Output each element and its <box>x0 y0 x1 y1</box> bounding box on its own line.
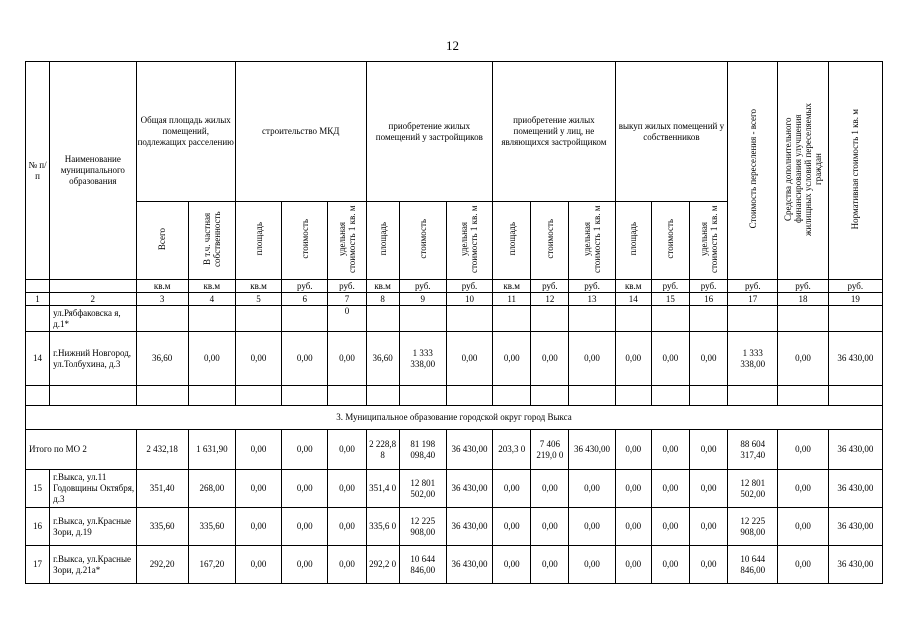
cell-value: 0,00 <box>235 332 281 386</box>
empty-row <box>26 386 883 406</box>
cell-value: 36 430,00 <box>569 430 615 470</box>
cell-value: 0,00 <box>328 470 366 508</box>
sub-cost: стоимость <box>665 219 676 259</box>
row-name: г.Нижний Новгород, ул.Толбухина, д.3 <box>50 332 136 386</box>
cell-value: 0,00 <box>615 332 651 386</box>
col-number: 18 <box>778 293 828 306</box>
row-name: г.Выкса, ул.Красные Зори, д.19 <box>50 508 136 546</box>
col-number: 7 <box>328 293 366 306</box>
cell-value: 0,00 <box>531 508 569 546</box>
cell-value: 10 644 846,00 <box>728 546 778 584</box>
cell-value: 0,00 <box>282 470 328 508</box>
cell-value: 0,00 <box>282 508 328 546</box>
col-number: 17 <box>728 293 778 306</box>
cell-value: 1 631,90 <box>188 430 235 470</box>
cell-value: 36 430,00 <box>828 332 882 386</box>
col-number: 2 <box>50 293 136 306</box>
header-total-area: Общая площадь жилых помещений, подлежащих расселению <box>136 62 235 202</box>
sub-area: площадь <box>506 222 517 256</box>
cell-value: 36 430,00 <box>446 508 492 546</box>
row-name: г.Выкса, ул.Красные Зори, д.21а* <box>50 546 136 584</box>
col-number: 9 <box>399 293 446 306</box>
cell-value: 0,00 <box>493 546 531 584</box>
cell-value: 0,00 <box>569 508 615 546</box>
unit-cell: руб. <box>328 280 366 293</box>
cell-value: 0,00 <box>689 508 727 546</box>
sub-area: площадь <box>377 222 388 256</box>
section-title: 3. Муниципальное образование городской округ город Выкса <box>26 406 883 430</box>
cell-value: 0,00 <box>569 546 615 584</box>
col-number: 11 <box>493 293 531 306</box>
cell-value: 36,60 <box>366 332 399 386</box>
resettlement-table <box>25 61 883 584</box>
table-row <box>26 306 883 332</box>
header-cost-total: Стоимость переселения - всего <box>747 109 758 229</box>
cell-value: 36 430,00 <box>446 470 492 508</box>
unit-cell: руб. <box>569 280 615 293</box>
table-row <box>26 508 883 546</box>
row-number: 15 <box>26 470 50 508</box>
cell-value: 292,2 0 <box>366 546 399 584</box>
cell-value: 36,60 <box>136 332 188 386</box>
col-number: 14 <box>615 293 651 306</box>
table-row <box>26 470 883 508</box>
cell-value: 0,00 <box>689 470 727 508</box>
col-number: 15 <box>651 293 689 306</box>
cell-value: 0,00 <box>328 508 366 546</box>
cell-value: 36 430,00 <box>828 546 882 584</box>
cell-value: 0,00 <box>188 332 235 386</box>
sub-cost: стоимость <box>299 219 310 259</box>
cell-value: 36 430,00 <box>446 430 492 470</box>
header-construction: строительство МКД <box>235 62 366 202</box>
cell-value: 0,00 <box>531 470 569 508</box>
cell-value: 167,20 <box>188 546 235 584</box>
row-name: г.Выкса, ул.11 Годовщины Октября, д.3 <box>50 470 136 508</box>
col-number: 4 <box>188 293 235 306</box>
unit-cell: кв.м <box>493 280 531 293</box>
cell-value: 12 225 908,00 <box>728 508 778 546</box>
table-row <box>26 546 883 584</box>
cell-value: 0,00 <box>651 508 689 546</box>
cell-value: 0,00 <box>235 430 281 470</box>
sub-area: площадь <box>628 222 639 256</box>
cell-value: 0,00 <box>235 508 281 546</box>
header-norm-cost: Нормативная стоимость 1 кв. м <box>850 108 861 230</box>
cell-value: 292,20 <box>136 546 188 584</box>
unit-cell: кв.м <box>188 280 235 293</box>
cell-value: 36 430,00 <box>446 546 492 584</box>
sub-unit-cost: удельная стоимость 1 кв. м <box>336 205 357 273</box>
cell-value: 12 225 908,00 <box>399 508 446 546</box>
cell-value: 2 432,18 <box>136 430 188 470</box>
total-row <box>26 430 883 470</box>
unit-cell: кв.м <box>235 280 281 293</box>
cell-value: 0,00 <box>651 430 689 470</box>
cell-value: 335,60 <box>188 508 235 546</box>
header-extra-funds: Средства дополнительного финансирования улучшения жилищных условий переселяемых граждан <box>783 102 824 236</box>
cell-value: 0,00 <box>651 546 689 584</box>
cell-value: 7 406 219,0 0 <box>531 430 569 470</box>
col-number: 1 <box>26 293 50 306</box>
unit-cell: кв.м <box>615 280 651 293</box>
cell-value: 36 430,00 <box>828 470 882 508</box>
table-row <box>26 332 883 386</box>
unit-cell: руб. <box>828 280 882 293</box>
total-label: Итого по МО 2 <box>26 430 137 470</box>
sub-unit-cost: удельная стоимость 1 кв. м <box>698 205 719 273</box>
cell-value: 0,00 <box>531 332 569 386</box>
col-number: 3 <box>136 293 188 306</box>
col-number: 16 <box>689 293 727 306</box>
cell-value: 0,00 <box>328 332 366 386</box>
row-number: 17 <box>26 546 50 584</box>
unit-cell: кв.м <box>136 280 188 293</box>
sub-private: В т.ч. частная собственность <box>201 211 222 267</box>
cell-value: 0,00 <box>531 546 569 584</box>
cell-value: 0,00 <box>615 508 651 546</box>
cell-value: 0,00 <box>615 470 651 508</box>
cell-value: 0,00 <box>235 546 281 584</box>
cell-value: 0,00 <box>689 546 727 584</box>
cell-value: 0,00 <box>689 430 727 470</box>
cell-value: 10 644 846,00 <box>399 546 446 584</box>
cell-value: 36 430,00 <box>828 430 882 470</box>
col-number: 8 <box>366 293 399 306</box>
cell-value: 0,00 <box>651 470 689 508</box>
cell-value: 12 801 502,00 <box>728 470 778 508</box>
cell-value: 12 801 502,00 <box>399 470 446 508</box>
col-numbers-row <box>26 293 883 306</box>
cell-value: 0 <box>328 306 366 332</box>
cell-value: 268,00 <box>188 470 235 508</box>
cell-value: 335,6 0 <box>366 508 399 546</box>
unit-cell: руб. <box>399 280 446 293</box>
sub-area: площадь <box>253 222 264 256</box>
header-name: Наименование муниципального образования <box>50 62 136 280</box>
unit-cell: руб. <box>778 280 828 293</box>
unit-cell: кв.м <box>366 280 399 293</box>
cell-value: 0,00 <box>569 332 615 386</box>
row-number: 14 <box>26 332 50 386</box>
sub-unit-cost: удельная стоимость 1 кв. м <box>582 205 603 273</box>
header-buyout: выкуп жилых помещений у собственников <box>615 62 728 202</box>
cell-value: 0,00 <box>778 470 828 508</box>
cell-value: 0,00 <box>328 546 366 584</box>
cell-value: 0,00 <box>282 332 328 386</box>
header-purchase-dev: приобретение жилых помещений у застройщиков <box>366 62 493 202</box>
cell-value: 0,00 <box>689 332 727 386</box>
cell-value: 0,00 <box>651 332 689 386</box>
cell-value: 36 430,00 <box>828 508 882 546</box>
col-number: 6 <box>282 293 328 306</box>
cell-value: 351,4 0 <box>366 470 399 508</box>
cell-value: 0,00 <box>282 430 328 470</box>
col-number: 12 <box>531 293 569 306</box>
cell-value: 0,00 <box>778 430 828 470</box>
cell-value: 0,00 <box>446 332 492 386</box>
cell-value: 0,00 <box>493 332 531 386</box>
row-number: 16 <box>26 508 50 546</box>
cell-value: 0,00 <box>328 430 366 470</box>
unit-cell: руб. <box>531 280 569 293</box>
cell-value: 0,00 <box>235 470 281 508</box>
page-number: 12 <box>446 38 459 53</box>
cell-value: 81 198 098,40 <box>399 430 446 470</box>
cell-value: 203,3 0 <box>493 430 531 470</box>
cell-value: 0,00 <box>778 546 828 584</box>
row-name: ул.Рябфаковска я, д.1* <box>50 306 136 332</box>
sub-unit-cost: удельная стоимость 1 кв. м <box>459 205 480 273</box>
cell-value: 0,00 <box>778 508 828 546</box>
sub-cost: стоимость <box>417 219 428 259</box>
unit-cell: руб. <box>689 280 727 293</box>
cell-value: 1 333 338,00 <box>399 332 446 386</box>
unit-cell: руб. <box>446 280 492 293</box>
col-number: 5 <box>235 293 281 306</box>
header-num: № п/п <box>26 62 50 280</box>
cell-value: 0,00 <box>615 430 651 470</box>
cell-value: 0,00 <box>778 332 828 386</box>
sub-cost: стоимость <box>544 219 555 259</box>
header-purchase-nondev: приобретение жилых помещений у лиц, не являющихся застройщиком <box>493 62 616 202</box>
cell-value: 335,60 <box>136 508 188 546</box>
col-number: 10 <box>446 293 492 306</box>
cell-value: 88 604 317,40 <box>728 430 778 470</box>
cell-value: 2 228,8 8 <box>366 430 399 470</box>
unit-cell: руб. <box>651 280 689 293</box>
unit-cell: руб. <box>282 280 328 293</box>
cell-value: 0,00 <box>282 546 328 584</box>
units-row <box>26 280 883 293</box>
cell-value: 0,00 <box>615 546 651 584</box>
col-number: 13 <box>569 293 615 306</box>
cell-value: 0,00 <box>493 470 531 508</box>
cell-value: 0,00 <box>493 508 531 546</box>
cell-value: 0,00 <box>569 470 615 508</box>
sub-total: Всего <box>157 227 168 251</box>
unit-cell: руб. <box>728 280 778 293</box>
cell-value: 351,40 <box>136 470 188 508</box>
cell-value: 1 333 338,00 <box>728 332 778 386</box>
col-number: 19 <box>828 293 882 306</box>
